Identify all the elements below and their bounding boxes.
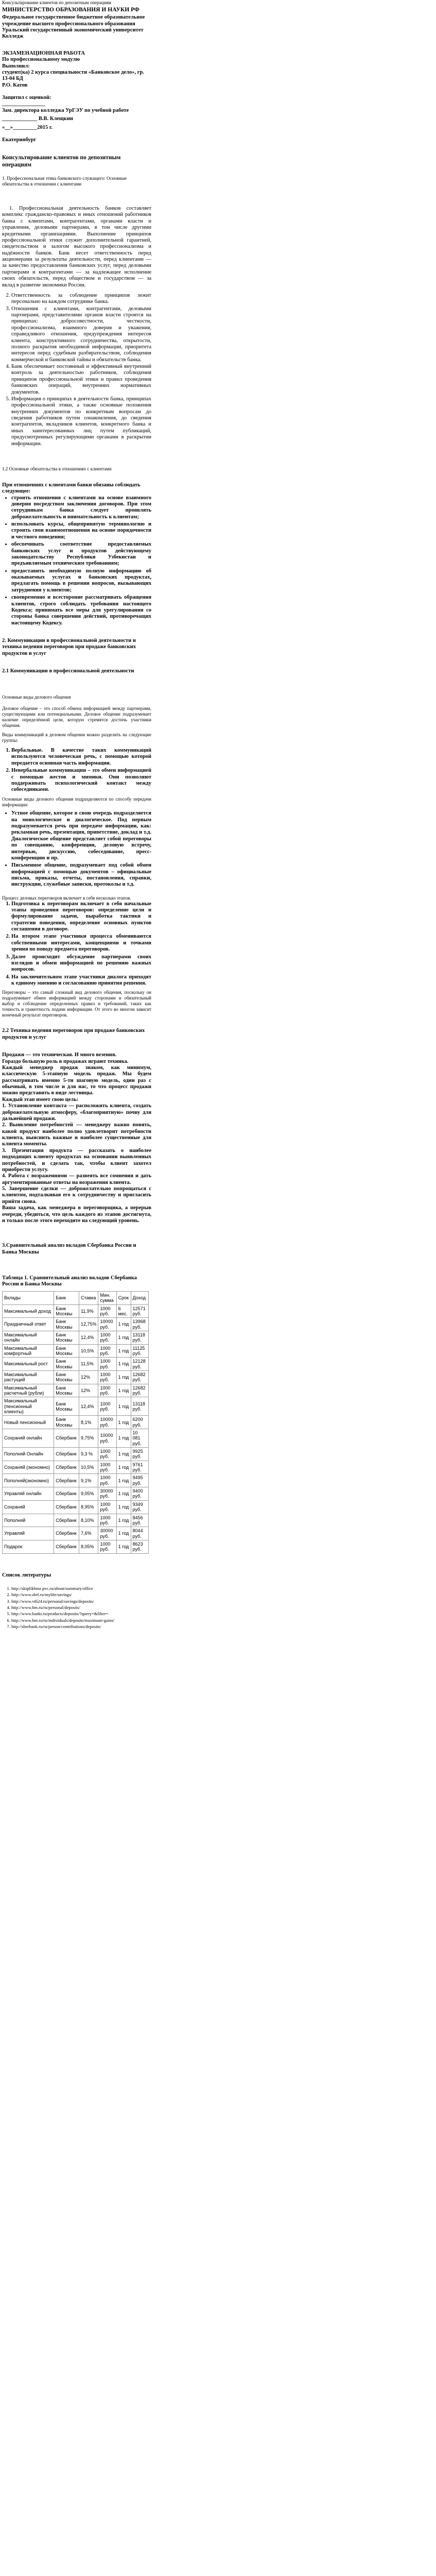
- source-item: [11, 1611, 151, 1616]
- table-cell: 1 год: [116, 1514, 131, 1527]
- source-item: [11, 1592, 151, 1597]
- table-cell: 9,1%: [79, 1474, 98, 1487]
- table-cell: 12,4%: [79, 1331, 98, 1344]
- table-cell: 12682 руб.: [131, 1370, 148, 1384]
- comm-paragraph-3: Основные виды делового общения подразделяются по способу передачи информации:: [2, 796, 151, 807]
- principle-item: 2. Ответственность за соблюдение принципов лежит персонально на каждом сотруднике банка.: [11, 293, 151, 306]
- comm-type-item: 2. Невербальные коммуникации – это обмен информацией с помощью жестов и мимики. Они позволяют поддерживать психологический контакт между собеседниками.: [11, 768, 151, 793]
- table-cell: 8,95%: [79, 1500, 98, 1514]
- table-cell: 1 год: [116, 1474, 131, 1487]
- source-item: [11, 1618, 151, 1623]
- table-cell: 12,4%: [79, 1397, 98, 1416]
- table-cell: 1 год: [116, 1527, 131, 1540]
- sales-end: Ваша задача, как менеджера в переговорщика, а перерыв очереди, убедиться, что цель каждого из этапов достигнута, и только после этого переходите на следующий уровень.: [2, 1205, 151, 1224]
- sales-lead: Продажи — это техническая. И много везения.: [2, 1052, 117, 1058]
- table-row: [3, 1514, 149, 1527]
- section-2-2-heading: 2.2 Техника ведения переговоров при продаже банковских продуктов и услуг: [2, 1028, 145, 1040]
- table-cell: Пополняй(экономно): [3, 1474, 54, 1487]
- sources-heading: Список литературы: [2, 1572, 51, 1578]
- obligations-lead: При отношениях с клиентами банки обязаны соблюдать следующее:: [2, 482, 141, 495]
- table-cell: 1000 руб.: [98, 1448, 116, 1461]
- table-cell: 1000 руб.: [98, 1461, 116, 1474]
- table-row: [3, 1448, 149, 1461]
- table-cell: 8044 руб.: [131, 1527, 148, 1540]
- table-cell: 8,05%: [79, 1540, 98, 1553]
- table-cell: Управляй: [3, 1527, 54, 1540]
- table-cell: Управляй онлайн: [3, 1487, 54, 1501]
- table-cell: 1000 руб.: [98, 1358, 116, 1371]
- table-row: [3, 1474, 149, 1487]
- table-cell: Праздничный ответ: [3, 1318, 54, 1331]
- table-cell: Сбербанк: [54, 1514, 79, 1527]
- city: Екатеринбург: [2, 137, 37, 143]
- obligation-item: • своевременно и всесторонне рассматривать обращения клиентов, строго соблюдать требования настоящего Кодекса; принимать все меры для урегулирования со стороны банка совершения действий, противоречащих настоящему Кодексу.: [11, 595, 151, 626]
- table-cell: Банк Москвы: [54, 1358, 79, 1371]
- table-cell: Банк Москвы: [54, 1318, 79, 1331]
- source-item: [11, 1624, 151, 1629]
- table-cell: 9,05%: [79, 1487, 98, 1501]
- comm-type-item: 1. Вербальные. В качестве таких коммуникаций используются человеческая речь, с помощью которой передается основная часть информации.: [11, 748, 151, 767]
- table-cell: 12682 руб.: [131, 1384, 148, 1397]
- author: Р.О. Катов: [2, 82, 28, 88]
- intro-paragraph: 1. Профессиональная деятельность банков составляет комплекс гражданско-правовых и иных отношений работников банка с клиентами, контрагентами, органами власти и управления, деловыми партнерами, в том числе другими кредитными организациями. Выполнение принципов профессиональной этики служит дополнительной гарантией, свидетельством и залогом высокого профессионализма и надёжности банков. Банк несет ответственность перед акционерами за результаты деятельности, перед клиентами — за качество предоставления банковских услуг, перед деловыми партнерами и контрагентами — за надлежащее исполнение своих обязательств, перед обществом и государством — за вклад в развитие экономики России.: [2, 206, 151, 288]
- table-title: Таблица 1. Сравнительный анализ вкладов Сбербанка России и Банка Москвы: [2, 1275, 137, 1287]
- section-2-heading: 2. Коммуникации в профессиональной деятельности и техника ведения переговоров при продаже банковских продуктов и услуг: [2, 638, 136, 656]
- table-cell: Подарок: [3, 1540, 54, 1553]
- table-cell: 8623 руб.: [131, 1540, 148, 1553]
- table-cell: Сбербанк: [54, 1487, 79, 1501]
- table-cell: Банк Москвы: [54, 1331, 79, 1344]
- obligation-item: • предоставить необходимую полную информацию об оказываемых услугах и банковских продуктах, предлагать помощь в решении вопросов, вызывающих затруднения у клиентов;: [11, 568, 151, 594]
- table-header-row: [3, 1291, 149, 1304]
- table-cell: 9,75%: [79, 1429, 98, 1448]
- table-cell: 30000 руб.: [98, 1487, 116, 1501]
- table-cell: 1 год: [116, 1331, 131, 1344]
- table-cell: 30000 руб.: [98, 1527, 116, 1540]
- table-cell: 11125 руб.: [131, 1344, 148, 1358]
- table-cell: 12,75%: [79, 1318, 98, 1331]
- table-cell: 11,9%: [79, 1304, 98, 1318]
- table-cell: 10,5%: [79, 1461, 98, 1474]
- table-cell: 1 год: [116, 1416, 131, 1429]
- table-cell: 9925 руб.: [131, 1448, 148, 1461]
- table-cell: Сбербанк: [54, 1540, 79, 1553]
- table-row: [3, 1397, 149, 1416]
- table-header-cell: Ставка: [79, 1291, 98, 1304]
- table-cell: Сохраняй онлайн: [3, 1429, 54, 1448]
- table-header-cell: Срок: [116, 1291, 131, 1304]
- source-link[interactable]: http://www.banki.ru/products/deposits/?query=&filter=: [11, 1611, 109, 1617]
- principle-item: 4. Банк обеспечивает постоянный и эффективный внутренний контроль за деятельностью работников, соблюдения принципов профессиональной этики и правил проведения банковских операций, внутренних нормативных документов.: [11, 364, 151, 396]
- table-cell: Максимальный доход: [3, 1304, 54, 1318]
- table-cell: 1 год: [116, 1461, 131, 1474]
- table-row: [3, 1500, 149, 1514]
- comm-paragraph-2: Виды коммуникаций в деловом общении можно разделить на следующие группы:: [2, 732, 151, 743]
- table-row: [3, 1358, 149, 1371]
- table-cell: Максимальный рост: [3, 1358, 54, 1371]
- table-cell: 13968 руб.: [131, 1318, 148, 1331]
- principle-item: 5. Информация о принципах в деятельности банка, принципах профессиональной этики, а также основные положения внутренних документов по конкретным вопросам до сведения работников путем ознакомления, до сведения контрагентов, вкладчиков клиентов, конкретного банка и иных заинтересованных лиц путем публикаций, предусмотренных регулирующими органами в раскрытии информации.: [11, 396, 151, 447]
- source-link[interactable]: http://www.bm.ru/ru/personal/deposits/: [11, 1605, 80, 1611]
- table-row: [3, 1540, 149, 1553]
- principle-item: 3. Отношения с клиентами, контрагентами, деловыми партнерами, представителями органов власти строятся на принципах: добросовестности, честности, профессионализма, взаимного доверия и уважения, справедливого отношения, предупреждения интересов клиента, конструктивного сотрудничества, открытости, полного раскрытия необходимой информации, приоритета интересов перед судебным разбирательством, соблюдения коммерческой и банковской тайны и обязательств банка.: [11, 306, 151, 363]
- sales-paragraph-2: Каждый менеджер продаж знаком, как минимум, классическую 5-этапную модель продаж. Мы будем рассматривать именно 5-ти шаговую модель, один раз с обычный, в том числе и для нас, то что процесс продажи можно представить в виде лестницы.: [2, 1064, 151, 1096]
- table-row: [3, 1487, 149, 1501]
- comm-form-item: • Письменное общение, подразумевает под собой обмен информацией с помощью документов – официальные письма, приказы, отчеты, постановления, справки, инструкции, служебные записки, протоколы и т.д.: [11, 862, 151, 888]
- table-cell: 6 мес.: [116, 1304, 131, 1318]
- stage-item: 4. На заключительном этапе участники диалога приходят к единому мнению и согласованию принятия решения.: [11, 974, 151, 987]
- source-item: [11, 1586, 151, 1591]
- table-cell: 1 год: [116, 1358, 131, 1371]
- sales-step: 3. Презентация продукта — рассказать о наиболее подходящих клиенту продуктах на основании выявленных потребностей, и сделать так, чтобы клиент захотел приобрести услугу.: [2, 1147, 151, 1173]
- table-cell: 12571 руб.: [131, 1304, 148, 1318]
- table-cell: 12128 руб.: [131, 1358, 148, 1371]
- table-cell: 1 год: [116, 1487, 131, 1501]
- source-link[interactable]: http://www.vtb24.ru/personal/savings/deposits/: [11, 1598, 94, 1604]
- table-cell: 10 081 руб.: [131, 1429, 148, 1448]
- table-row: [3, 1331, 149, 1344]
- source-link[interactable]: http://skiplikbmz.pvc.ru/about/summary/office: [11, 1585, 93, 1591]
- page-top-line: Консультирование клиентов по депозитным операциям: [2, 0, 112, 5]
- table-cell: Сохраняй (экономно): [3, 1461, 54, 1474]
- table-cell: 10000 руб.: [98, 1416, 116, 1429]
- table-cell: Сбербанк: [54, 1500, 79, 1514]
- table-cell: 1000 руб.: [98, 1540, 116, 1553]
- comm-form-item: • Устное общение, которое в свою очередь подразделяется на монологическое и диалогическое. Под первым подразумевается речь при передаче информации, как: рекламная речь, презентация, приветствие, доклад и т.д. Диалогическое общение представляет собой переговоры по совещанию, конференции, деловую встречу, интервью, дискуссию, собеседование, пресс-конференцию и пр.: [11, 810, 151, 861]
- obligation-item: • обеспечивать соответствие предоставляемых банковских услуг и продуктов действующему законодательству Республики Узбекистан и предъявляемым техническим требованиям;: [11, 541, 151, 567]
- table-cell: 9400 руб.: [131, 1487, 148, 1501]
- comm-paragraph-1: Деловое общение – это способ обмена информацией между партнерами, существующими или потенциальными. Деловое общение подразумевает наличие определённой цели, которую стремятся достичь участники общения.: [2, 706, 151, 728]
- table-header-cell: Доход: [131, 1291, 148, 1304]
- sales-step: 1. Установление контакта — расположить клиента, создать доброжелательную атмосферу, «благоприятную» почву для дальнейшей продажи.: [2, 1103, 151, 1122]
- table-row: [3, 1416, 149, 1429]
- table-cell: 1 год: [116, 1429, 131, 1448]
- table-cell: Сбербанк: [54, 1461, 79, 1474]
- table-cell: Максимальный расчетный (рубли): [3, 1384, 54, 1397]
- document: [2, 0, 151, 1630]
- toc-item: 1. Профессиональная этика банковского служащего: Основные обязательства в отношении с клиентами: [2, 176, 127, 187]
- table-cell: Банк Москвы: [54, 1384, 79, 1397]
- table-row: [3, 1370, 149, 1384]
- table-cell: 1 год: [116, 1540, 131, 1553]
- sales-paragraph-1: Гораздо большую роль в продажах играют техника.: [2, 1058, 129, 1064]
- grade: Защитил с оценкой:: [2, 95, 51, 101]
- table-cell: 10,5%: [79, 1344, 98, 1358]
- table-cell: Сохраняй: [3, 1500, 54, 1514]
- date: «__»_________2015 г.: [2, 124, 53, 130]
- table-header-cell: Вклады: [3, 1291, 54, 1304]
- table-cell: 1000 руб.: [98, 1474, 116, 1487]
- sales-step: 5. Завершение сделки — доброжелательно попрощаться с клиентом, подталкивая его к сотрудничеству и пригласить прийти снова.: [2, 1186, 151, 1205]
- table-cell: 10000 руб.: [98, 1429, 116, 1448]
- table-cell: 13118 руб.: [131, 1331, 148, 1344]
- sales-step: 2. Выявление потребностей — менеджеру важно понять, какой продукт наиболее полно удовлетворит потребности клиента, выяснить важные и наиболее существенные для клиента моменты.: [2, 1122, 151, 1147]
- stage-item: 1. Подготовка к переговорам включает в себя начальные этапы проведения переговоров: определение цели и формулирование задачи, выработка тактики и стратегии поведения, определение основных пунктов соглашения в договоре.: [11, 901, 151, 933]
- table-cell: 8,10%: [79, 1514, 98, 1527]
- table-cell: 13118 руб.: [131, 1397, 148, 1416]
- table-cell: 7,6%: [79, 1527, 98, 1540]
- table-cell: Пополняй: [3, 1514, 54, 1527]
- table-row: [3, 1318, 149, 1331]
- table-cell: 1000 руб.: [98, 1397, 116, 1416]
- table-cell: Банк Москвы: [54, 1344, 79, 1358]
- table-cell: 1 год: [116, 1370, 131, 1384]
- student: студент(ка) 2 курса специальности «Банковское дело», гр. 13-04 БД: [2, 69, 144, 82]
- exam-title: ЭКЗАМЕНАЦИОННАЯ РАБОТА: [2, 50, 85, 56]
- obligation-item: • строить отношения с клиентами на основе взаимного доверия посредством заключения договоров. При этом сотрудникам банка следует проявлять доброжелательность и внимательность к клиентам;: [11, 495, 151, 521]
- table-cell: 1000 руб.: [98, 1370, 116, 1384]
- sales-step: 4. Работа с возражениями — развеять все сомнения и дать аргументированные ответы на возражения клиента.: [2, 1173, 151, 1185]
- table-cell: 1 год: [116, 1397, 131, 1416]
- table-cell: 9,3 %: [79, 1448, 98, 1461]
- table-cell: Сбербанк: [54, 1448, 79, 1461]
- section-3-heading: 3.Сравнительный анализ вкладов Сбербанка России и Банка Москвы: [2, 1243, 136, 1255]
- source-item: [11, 1605, 151, 1610]
- sources-list: [2, 1586, 151, 1630]
- table-cell: Сбербанк: [54, 1527, 79, 1540]
- table-cell: 1000 руб.: [98, 1500, 116, 1514]
- stage-item: 3. Далее происходит обсуждение партнерами своих взглядов и обмен информацией по решению важных вопросов.: [11, 954, 151, 973]
- table-cell: Банк Москвы: [54, 1397, 79, 1416]
- table-cell: 9761 руб.: [131, 1461, 148, 1474]
- table-cell: 9349 руб.: [131, 1500, 148, 1514]
- performed: Выполнил:: [2, 63, 30, 69]
- subsection-1-2: 1.2 Основные обязательства в отношениях с клиентами: [2, 466, 112, 471]
- source-item: [11, 1599, 151, 1604]
- subtitle: Консультирование клиентов по депозитным операциям: [2, 155, 121, 168]
- table-cell: 1 год: [116, 1500, 131, 1514]
- comparison-table: [2, 1291, 149, 1554]
- table-cell: 11,5%: [79, 1358, 98, 1371]
- section-2-1-heading: 2.1 Коммуникации в профессиональной деятельности: [2, 668, 134, 674]
- ministry: МИНИСТЕРСТВО ОБРАЗОВАНИЯ И НАУКИ РФ: [2, 6, 139, 13]
- table-cell: 1000 руб.: [98, 1304, 116, 1318]
- table-cell: Максимальный (пенсионный клиенты): [3, 1397, 54, 1416]
- module: По профессиональному модулю: [2, 57, 80, 63]
- sales-paragraph-3: Каждый этап имеет свою цель:: [2, 1096, 79, 1103]
- table-row: [3, 1461, 149, 1474]
- table-row: [3, 1344, 149, 1358]
- source-link[interactable]: http://www.bm.ru/ru/individuals/deposits/maximum-gains/: [11, 1617, 115, 1623]
- stages-lead: Процесс деловых переговоров включает в себя несколько этапов.: [2, 895, 131, 901]
- obligation-item: • использовать курсы, общепринятую терминологию и строить свои взаимоотношения на основе порядочности и честного поведения;: [11, 521, 151, 540]
- comm-intro: Основные виды делового общения: [2, 694, 71, 700]
- table-cell: 6200 руб.: [131, 1416, 148, 1429]
- table-cell: 1 год: [116, 1318, 131, 1331]
- table-cell: Максимальный онлайн: [3, 1331, 54, 1344]
- table-cell: Банк Москвы: [54, 1416, 79, 1429]
- table-header-cell: Банк: [54, 1291, 79, 1304]
- table-cell: 1000 руб.: [98, 1331, 116, 1344]
- source-link[interactable]: http://www.sbrf.ru/mylife/savings/: [11, 1592, 72, 1598]
- source-link[interactable]: http://sberbank.ru/ru/person/contributions/deposits/: [11, 1624, 101, 1630]
- grade-line: ________________: [2, 101, 45, 107]
- table-cell: Максимальный растущий: [3, 1370, 54, 1384]
- table-cell: Максимальный комфортный: [3, 1344, 54, 1358]
- table-cell: Новый пенсионный: [3, 1416, 54, 1429]
- table-cell: Пополняй Онлайн: [3, 1448, 54, 1461]
- table-cell: 12%: [79, 1384, 98, 1397]
- table-cell: 8,1%: [79, 1416, 98, 1429]
- table-cell: 1 год: [116, 1384, 131, 1397]
- table-cell: 1 год: [116, 1448, 131, 1461]
- stage-item: 2. На втором этапе участники процесса обмениваются собственными интересами, концепциями и точками зрения по поводу предмета переговоров.: [11, 934, 151, 953]
- table-cell: Сбербанк: [54, 1429, 79, 1448]
- table-cell: 1 год: [116, 1344, 131, 1358]
- institution: Федеральное государственное бюджетное образовательное учреждение высшего профессионального образования Уральский государственный экономический университет Колледж: [2, 14, 145, 40]
- table-cell: Сбербанк: [54, 1474, 79, 1487]
- table-row: [3, 1429, 149, 1448]
- table-header-cell: Мин. сумма: [98, 1291, 116, 1304]
- table-row: [3, 1304, 149, 1318]
- table-cell: 12%: [79, 1370, 98, 1384]
- table-cell: 1000 руб.: [98, 1514, 116, 1527]
- negotiation-summary: Переговоры – это самый сложный вид делового общения, поскольку он подразумевает обмен информацией между сторонами и обязательный выбор и соблюдение определенных правил и требований, таких как точность и грамотность подачи информации. От этого во многом зависит конечный результат переговоров.: [2, 990, 151, 1018]
- table-row: [3, 1384, 149, 1397]
- approval: Зам. директора колледжа УрГЭУ по учебной работе: [2, 107, 129, 113]
- table-cell: 1000 руб.: [98, 1384, 116, 1397]
- table-cell: Банк Москвы: [54, 1304, 79, 1318]
- table-cell: Банк Москвы: [54, 1370, 79, 1384]
- table-cell: 1000 руб.: [98, 1344, 116, 1358]
- table-cell: 10000 руб.: [98, 1318, 116, 1331]
- table-cell: 8456 руб.: [131, 1514, 148, 1527]
- table-cell: 9495 руб.: [131, 1474, 148, 1487]
- signature-line: _____________ В.В. Клещкин: [2, 116, 73, 122]
- table-row: [3, 1527, 149, 1540]
